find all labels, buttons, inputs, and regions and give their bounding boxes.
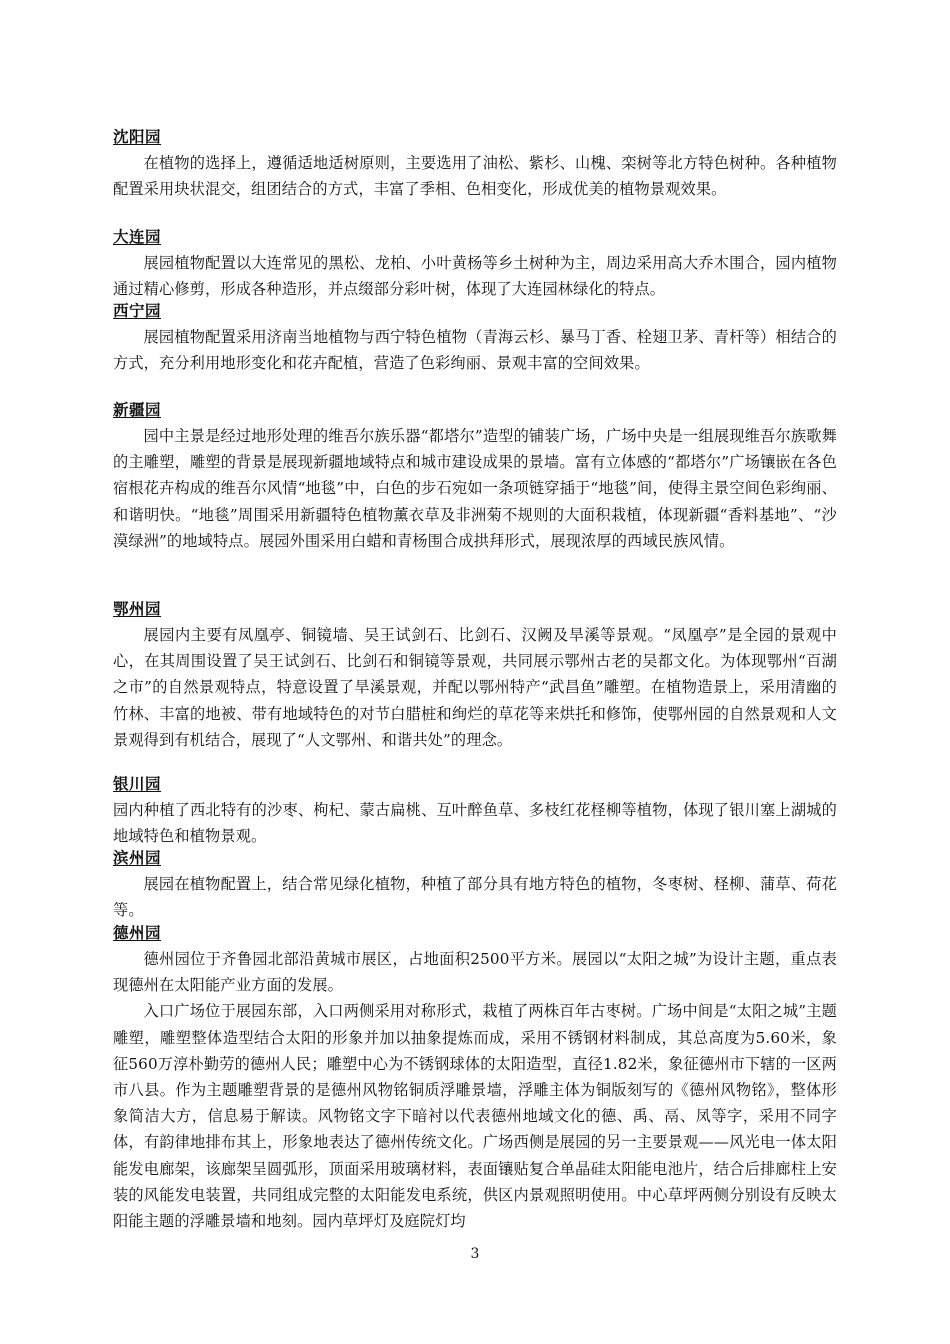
section-paragraph: 入口广场位于展园东部，入口两侧采用对称形式，栽植了两株百年古枣树。广场中间是“太阳之城”主题雕塑，雕塑整体造型结合太阳的形象并加以抽象提炼而成，采用不锈钢材料制成，其总高度为5.60米，象征560万淳朴勤劳的德州人民；雕塑中心为不锈钢球体的太阳造型，直径1.82米，象征德州市下辖的一区两市八县。作为主题雕塑背景的是德州风物铭铜质浮雕景墙，浮雕主体为铜版刻写的《德州风物铭》，整体形象简洁大方，信息易于解读。风物铭文字下暗衬以代表德州地域文化的德、禹、鬲、凤等字，采用不同字体，有韵律地排布其上，形象地表达了德州传统文化。广场西侧是展园的另一主要景观——风光电一体太阳能发电廊架，该廊架呈圆弧形，顶面采用玻璃材料，表面镶贴复合单晶硅太阳能电池片，结合后排廊柱上安装的风能发电装置，共同组成完整的太阳能发电系统，供区内景观照明使用。中心草坪两侧分别设有反映太阳能主题的浮雕景墙和地刻。园内草坪灯及庭院灯均: [113, 1002, 837, 1231]
section-heading: 银川园: [113, 775, 162, 793]
section-paragraph: 展园植物配置采用济南当地植物与西宁特色植物（青海云杉、暴马丁香、栓翅卫茅、青杆等）相结合的方式，充分利用地形变化和花卉配植，营造了色彩绚丽、景观丰富的空间效果。: [113, 328, 837, 373]
section-heading: 新疆园: [113, 401, 162, 419]
section-dezhou: [113, 920, 837, 1234]
section-dalian: [113, 224, 837, 302]
section-xining: [113, 298, 837, 376]
section-heading: 德州园: [113, 924, 162, 942]
section-paragraph: 园中主景是经过地形处理的维吾尔族乐器“都塔尔”造型的铺装广场，广场中央是一组展现维吾尔族歌舞的主雕塑，雕塑的背景是展现新疆地域特点和城市建设成果的景墙。富有立体感的“都塔尔”广场镶嵌在各色宿根花卉构成的维吾尔风情“地毯”中，白色的步石宛如一条项链穿插于“地毯”间，使得主景空间色彩绚丽、和谐明快。“地毯”周围采用新疆特色植物薰衣草及非洲菊不规则的大面积栽植，体现新疆“香料基地”、“沙漠绿洲”的地域特点。展园外围采用白蜡和青杨围合成拱拜形式，展现浓厚的西域民族风情。: [113, 427, 837, 550]
section-paragraph: 展园植物配置以大连常见的黑松、龙柏、小叶黄杨等乡土树种为主，周边采用高大乔木围合，园内植物通过精心修剪，形成各种造形，并点缀部分彩叶树，体现了大连园林绿化的特点。: [113, 254, 837, 299]
section-paragraph: 德州园位于齐鲁园北部沿黄城市展区，占地面积2500平方米。展园以“太阳之城”为设计主题，重点表现德州在太阳能产业方面的发展。: [113, 950, 837, 995]
section-yinchuan: [113, 771, 837, 849]
section-ezhou: [113, 596, 837, 753]
section-heading: 西宁园: [113, 302, 162, 320]
section-paragraph: 园内种植了西北特有的沙枣、枸杞、蒙古扁桃、互叶醉鱼草、多枝红花柽柳等植物，体现了银川塞上湖城的地域特色和植物景观。: [113, 801, 837, 846]
section-heading: 滨州园: [113, 849, 162, 867]
section-heading: 沈阳园: [113, 128, 162, 146]
section-paragraph: 在植物的选择上，遵循适地适树原则，主要选用了油松、紫杉、山槐、栾树等北方特色树种。各种植物配置采用块状混交，组团结合的方式，丰富了季相、色相变化，形成优美的植物景观效果。: [113, 154, 837, 199]
section-binzhou: [113, 845, 837, 923]
section-paragraph: 展园在植物配置上，结合常见绿化植物，种植了部分具有地方特色的植物，冬枣树、柽柳、蒲草、荷花等。: [113, 875, 837, 920]
section-paragraph: 展园内主要有凤凰亭、铜镜墙、吴王试剑石、比剑石、汉阙及旱溪等景观。“凤凰亭”是全园的景观中心，在其周围设置了吴王试剑石、比剑石和铜镜等景观，共同展示鄂州古老的吴都文化。为体现鄂州“百湖之市”的自然景观特点，特意设置了旱溪景观，并配以鄂州特产“武昌鱼”雕塑。在植物造景上，采用清幽的竹林、丰富的地被、带有地域特色的对节白腊桩和绚烂的草花等来烘托和修饰，使鄂州园的自然景观和人文景观得到有机结合，展现了“人文鄂州、和谐共处”的理念。: [113, 626, 837, 749]
section-xinjiang: [113, 397, 837, 554]
section-shenyang: [113, 124, 837, 202]
section-heading: 大连园: [113, 228, 162, 246]
page-number: 3: [470, 1246, 480, 1262]
section-heading: 鄂州园: [113, 600, 162, 618]
